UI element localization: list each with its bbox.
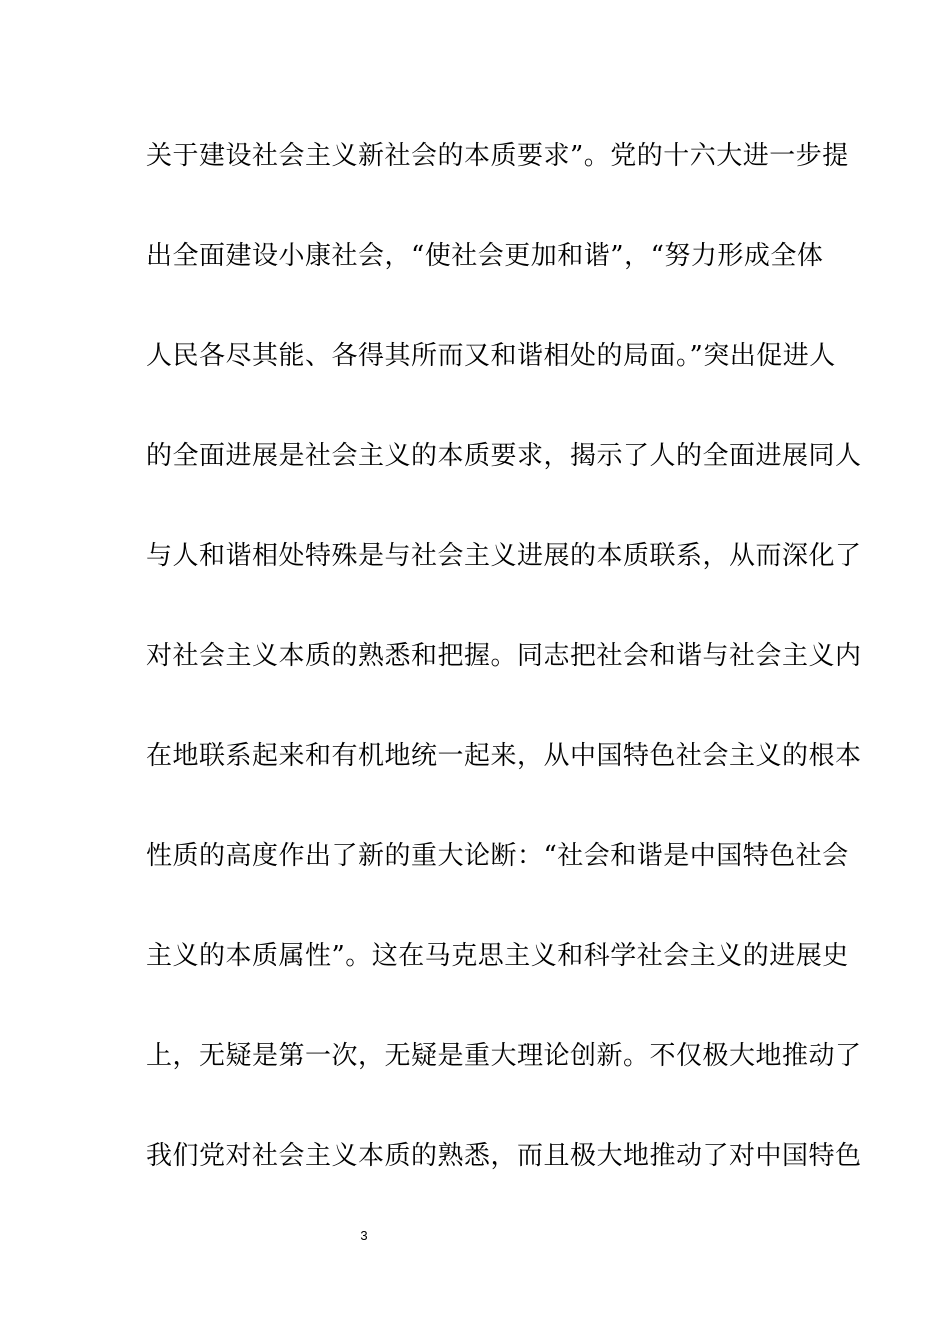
text-line: 上，无疑是第一次，无疑是重大理论创新。不仅极大地推动了 [146, 1041, 862, 1071]
text-line: 主义的本质属性”。这在马克思主义和科学社会主义的进展史 [146, 941, 849, 971]
text-line: 性质的高度作出了新的重大论断：“社会和谐是中国特色社会 [146, 841, 849, 871]
text-line: 的全面进展是社会主义的本质要求，揭示了人的全面进展同人 [146, 441, 862, 471]
text-line: 与人和谐相处特殊是与社会主义进展的本质联系，从而深化了 [146, 541, 862, 571]
text-line: 我们党对社会主义本质的熟悉，而且极大地推动了对中国特色 [146, 1141, 862, 1171]
text-line: 关于建设社会主义新社会的本质要求”。党的十六大进一步提 [146, 141, 849, 171]
text-line: 对社会主义本质的熟悉和把握。同志把社会和谐与社会主义内 [146, 641, 862, 671]
text-line: 在地联系起来和有机地统一起来，从中国特色社会主义的根本 [146, 741, 862, 771]
text-line: 出全面建设小康社会，“使社会更加和谐”，“努力形成全体 [146, 241, 824, 271]
body-text [146, 128, 862, 1228]
page-number: 3 [360, 1228, 368, 1243]
text-line: 人民各尽其能、各得其所而又和谐相处的局面。”突出促进人 [146, 341, 836, 371]
